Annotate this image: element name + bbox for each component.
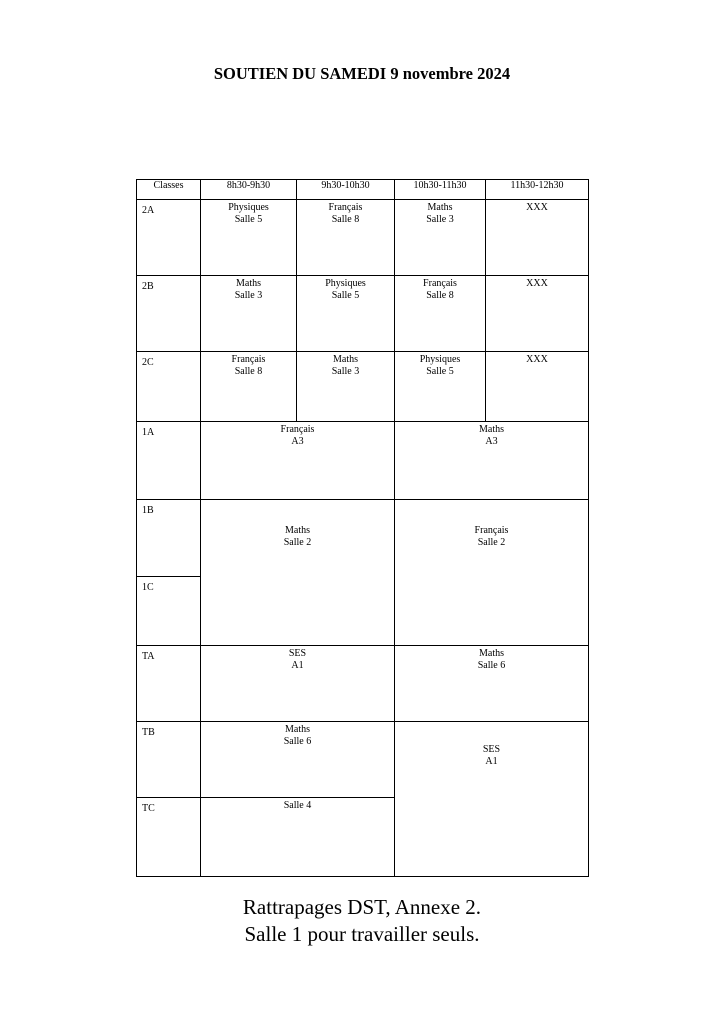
- subject: Français: [231, 354, 266, 365]
- subject: Maths: [285, 724, 310, 735]
- subject: Maths: [427, 202, 453, 213]
- subject: Maths: [236, 278, 261, 289]
- footer-line-1: Rattrapages DST, Annexe 2.: [242, 895, 482, 919]
- class-label: 2A: [137, 200, 201, 276]
- slot-cell: [201, 646, 395, 722]
- slot-cell: [395, 646, 589, 722]
- class-label: 1A: [137, 422, 201, 500]
- room: A1: [485, 756, 498, 767]
- slot-cell: [201, 500, 395, 646]
- subject: Français: [280, 424, 315, 435]
- room: A1: [291, 660, 304, 671]
- class-label: TA: [137, 646, 201, 722]
- subject: Physiques: [325, 278, 366, 289]
- slot-cell: [486, 276, 589, 352]
- header-row: [137, 180, 589, 200]
- room: Salle 6: [477, 660, 506, 671]
- header-slot-1: 8h30-9h30: [201, 180, 297, 200]
- subject: Maths: [479, 648, 504, 659]
- slot-cell: [201, 722, 395, 798]
- slot-cell: [486, 200, 589, 276]
- room: Salle 8: [426, 290, 454, 301]
- row-TA: [137, 646, 589, 722]
- subject: Physiques: [228, 202, 269, 213]
- slot-cell: [201, 352, 297, 422]
- subject: Français: [423, 278, 457, 289]
- room: Salle 3: [426, 214, 454, 225]
- header-classes: Classes: [137, 180, 201, 200]
- room: Salle 3: [331, 366, 360, 377]
- subject: Maths: [333, 354, 358, 365]
- slot-cell: [395, 276, 486, 352]
- slot-cell: [395, 422, 589, 500]
- slot-cell: [201, 798, 395, 877]
- class-label: 2B: [137, 276, 201, 352]
- slot-cell: [201, 276, 297, 352]
- room: A3: [291, 436, 304, 447]
- footer-line-2: Salle 1 pour travailler seuls.: [244, 922, 480, 946]
- room: Salle 3: [234, 290, 263, 301]
- room: Salle 4: [283, 800, 312, 811]
- room: A3: [485, 436, 498, 447]
- page-title: SOUTIEN DU SAMEDI 9 novembre 2024: [213, 64, 511, 83]
- slot-cell: [201, 422, 395, 500]
- room: Salle 5: [234, 214, 263, 225]
- room: Salle 5: [331, 290, 360, 301]
- room: Salle 8: [331, 214, 360, 225]
- subject: Physiques: [419, 354, 461, 365]
- room: Salle 8: [234, 366, 263, 377]
- class-label: TC: [137, 798, 201, 877]
- subject: Français: [474, 525, 509, 536]
- header-slot-4: 11h30-12h30: [486, 180, 589, 200]
- subject: XXX: [526, 278, 548, 289]
- slot-cell: [395, 722, 589, 877]
- row-2B: [137, 276, 589, 352]
- room: Salle 5: [426, 366, 454, 377]
- subject: SES: [482, 744, 501, 755]
- slot-cell: [297, 200, 395, 276]
- slot-cell: [395, 200, 486, 276]
- row-1A: [137, 422, 589, 500]
- header-slot-3: 10h30-11h30: [395, 180, 486, 200]
- subject: SES: [288, 648, 307, 659]
- slot-cell: [395, 500, 589, 646]
- room: Salle 6: [283, 736, 312, 747]
- row-2A: [137, 200, 589, 276]
- slot-cell: [297, 276, 395, 352]
- class-label: TB: [137, 722, 201, 798]
- subject: Maths: [285, 525, 310, 536]
- footer-note: [0, 894, 724, 948]
- class-label: 1B: [137, 500, 201, 577]
- schedule-table: [136, 179, 589, 877]
- subject: Maths: [479, 424, 504, 435]
- subject: Français: [328, 202, 363, 213]
- class-label: 2C: [137, 352, 201, 422]
- slot-cell: [297, 352, 395, 422]
- subject: XXX: [526, 202, 548, 213]
- slot-cell: [486, 352, 589, 422]
- subject: XXX: [526, 354, 548, 365]
- header-slot-2: 9h30-10h30: [297, 180, 395, 200]
- slot-cell: [395, 352, 486, 422]
- row-1B: [137, 500, 589, 577]
- row-TB: [137, 722, 589, 798]
- room: Salle 2: [283, 537, 312, 548]
- room: Salle 2: [477, 537, 506, 548]
- slot-cell: [201, 200, 297, 276]
- class-label: 1C: [137, 577, 201, 646]
- row-2C: [137, 352, 589, 422]
